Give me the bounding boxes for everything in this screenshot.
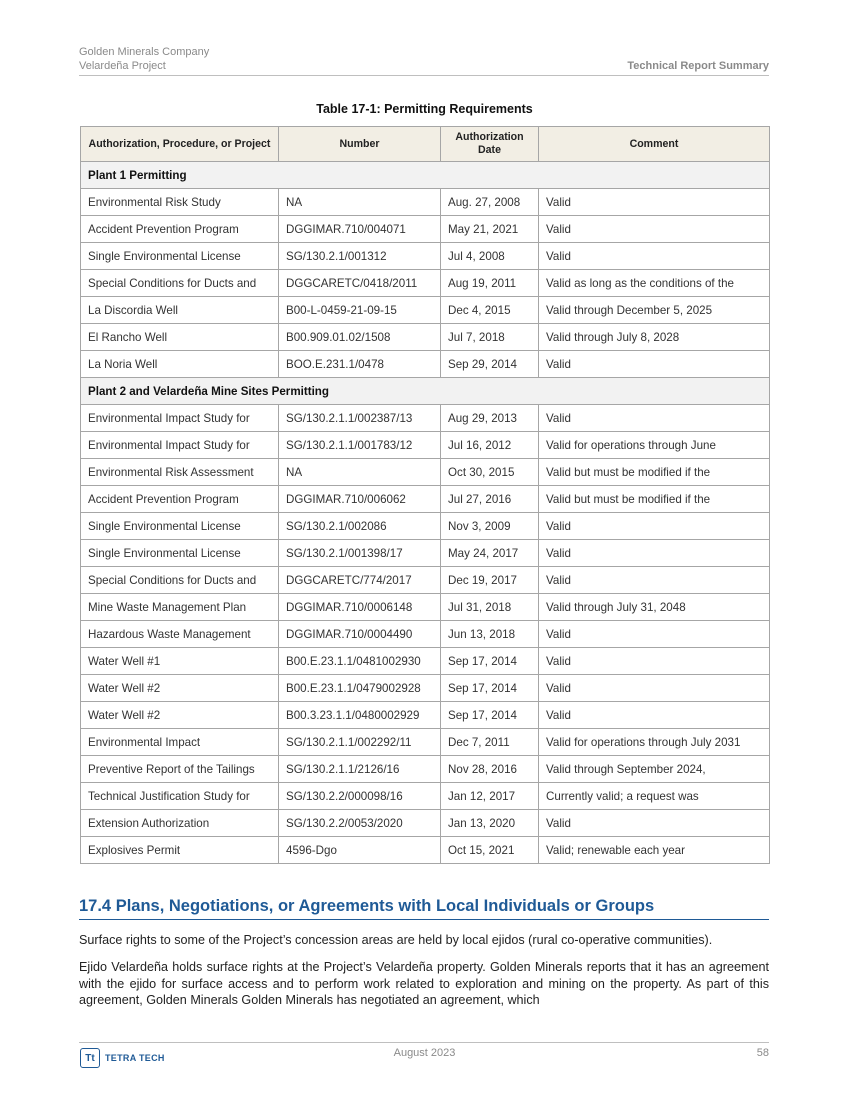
running-header [79,45,209,73]
table-row [81,351,770,378]
column-header-number: Number [279,127,441,162]
table-row [81,675,770,702]
cell-authorization: El Rancho Well [81,324,279,351]
cell-number: SG/130.2.1/001398/17 [279,540,441,567]
cell-date: Jan 13, 2020 [441,810,539,837]
cell-number: DGGIMAR.710/0004490 [279,621,441,648]
cell-comment: Valid [539,621,770,648]
cell-date: Jul 7, 2018 [441,324,539,351]
cell-authorization: Mine Waste Management Plan [81,594,279,621]
cell-comment: Valid [539,567,770,594]
cell-number: B00-L-0459-21-09-15 [279,297,441,324]
section-title: Plant 2 and Velardeña Mine Sites Permitting [81,378,770,405]
cell-comment: Valid [539,243,770,270]
cell-comment: Valid as long as the conditions of the [539,270,770,297]
cell-number: SG/130.2.1.1/001783/12 [279,432,441,459]
cell-authorization: Water Well #2 [81,702,279,729]
cell-authorization: Technical Justification Study for [81,783,279,810]
table-row [81,459,770,486]
cell-comment: Valid [539,702,770,729]
cell-date: Aug 29, 2013 [441,405,539,432]
section-row [81,378,770,405]
cell-comment: Valid through July 8, 2028 [539,324,770,351]
cell-number: NA [279,459,441,486]
table-row [81,540,770,567]
table-row [81,297,770,324]
cell-authorization: Explosives Permit [81,837,279,864]
table-row [81,594,770,621]
cell-comment: Valid [539,189,770,216]
table-row [81,621,770,648]
cell-number: SG/130.2.1/002086 [279,513,441,540]
table-row [81,432,770,459]
cell-comment: Valid but must be modified if the [539,459,770,486]
table-row [81,216,770,243]
cell-comment: Valid through September 2024, [539,756,770,783]
table-row [81,648,770,675]
cell-number: B00.909.01.02/1508 [279,324,441,351]
table-row [81,810,770,837]
section-row [81,162,770,189]
footer-divider [79,1042,769,1043]
cell-date: Jun 13, 2018 [441,621,539,648]
table-row [81,513,770,540]
cell-comment: Valid through July 31, 2048 [539,594,770,621]
cell-date: Jan 12, 2017 [441,783,539,810]
cell-date: Dec 7, 2011 [441,729,539,756]
cell-authorization: Single Environmental License [81,243,279,270]
cell-comment: Valid [539,810,770,837]
cell-comment: Valid [539,513,770,540]
cell-comment: Valid; renewable each year [539,837,770,864]
cell-number: SG/130.2.1.1/2126/16 [279,756,441,783]
cell-number: 4596-Dgo [279,837,441,864]
header-project: Velardeña Project [79,60,166,72]
cell-number: DGGIMAR.710/0006148 [279,594,441,621]
table-row [81,189,770,216]
table-row [81,756,770,783]
cell-authorization: Accident Prevention Program [81,216,279,243]
column-header-date: Authorization Date [441,127,539,162]
cell-authorization: Single Environmental License [81,540,279,567]
cell-number: BOO.E.231.1/0478 [279,351,441,378]
section-heading-rule [79,919,769,920]
header-report-title: Technical Report Summary [627,60,769,72]
cell-authorization: Preventive Report of the Tailings [81,756,279,783]
header-divider [79,75,769,76]
table-row [81,567,770,594]
cell-number: SG/130.2.2/000098/16 [279,783,441,810]
cell-number: DGGCARETC/0418/2011 [279,270,441,297]
cell-date: May 21, 2021 [441,216,539,243]
cell-date: Jul 31, 2018 [441,594,539,621]
page-number: 58 [756,1047,769,1059]
cell-date: Nov 3, 2009 [441,513,539,540]
cell-date: Sep 17, 2014 [441,648,539,675]
tetra-tech-logo-text: TETRA TECH [105,1053,165,1063]
cell-date: Jul 16, 2012 [441,432,539,459]
column-header-authorization: Authorization, Procedure, or Project [81,127,279,162]
cell-date: Oct 15, 2021 [441,837,539,864]
cell-comment: Currently valid; a request was [539,783,770,810]
header-company: Golden Minerals Company [79,46,210,58]
cell-date: May 24, 2017 [441,540,539,567]
column-header-comment: Comment [539,127,770,162]
cell-date: Aug. 27, 2008 [441,189,539,216]
table-row [81,270,770,297]
cell-number: SG/130.2.1.1/002387/13 [279,405,441,432]
cell-date: Nov 28, 2016 [441,756,539,783]
cell-number: DGGCARETC/774/2017 [279,567,441,594]
cell-authorization: Environmental Impact Study for [81,405,279,432]
tetra-tech-logo-icon: Tt [80,1048,100,1068]
cell-authorization: Single Environmental License [81,513,279,540]
cell-date: Sep 17, 2014 [441,675,539,702]
table-caption: Table 17-1: Permitting Requirements [316,102,533,116]
cell-authorization: La Noria Well [81,351,279,378]
permitting-table [80,126,770,864]
cell-comment: Valid [539,648,770,675]
cell-comment: Valid [539,216,770,243]
cell-date: Oct 30, 2015 [441,459,539,486]
cell-authorization: Environmental Risk Assessment [81,459,279,486]
cell-date: Jul 4, 2008 [441,243,539,270]
cell-date: Jul 27, 2016 [441,486,539,513]
table-row [81,243,770,270]
paragraph: Surface rights to some of the Project’s concession areas are held by local ejidos (rural co-operative communities). [79,933,713,947]
cell-number: NA [279,189,441,216]
table-body [81,162,770,864]
cell-authorization: Water Well #2 [81,675,279,702]
cell-date: Dec 4, 2015 [441,297,539,324]
table-row [81,702,770,729]
cell-comment: Valid for operations through June [539,432,770,459]
cell-comment: Valid but must be modified if the [539,486,770,513]
cell-comment: Valid [539,405,770,432]
cell-authorization: Special Conditions for Ducts and [81,270,279,297]
section-heading: 17.4 Plans, Negotiations, or Agreements with Local Individuals or Groups [79,897,655,915]
table-header-row [81,127,770,162]
cell-comment: Valid for operations through July 2031 [539,729,770,756]
cell-date: Dec 19, 2017 [441,567,539,594]
paragraph: Ejido Velardeña holds surface rights at the Project’s Velardeña property. Golden Minerals reports that it has an agreement with the ejido for surface access and to perform work related to exploration and mining on the property. As part of this agreement, Golden Minerals Golden Minerals has negotiated an agreement, which [79,960,769,1007]
section-title: Plant 1 Permitting [81,162,770,189]
cell-number: B00.3.23.1.1/0480002929 [279,702,441,729]
table-row [81,783,770,810]
cell-number: SG/130.2.1/001312 [279,243,441,270]
cell-number: DGGIMAR.710/006062 [279,486,441,513]
cell-date: Sep 29, 2014 [441,351,539,378]
cell-number: SG/130.2.2/0053/2020 [279,810,441,837]
table-row [81,837,770,864]
cell-number: DGGIMAR.710/004071 [279,216,441,243]
cell-authorization: Environmental Risk Study [81,189,279,216]
cell-comment: Valid [539,540,770,567]
cell-comment: Valid [539,351,770,378]
table-row [81,324,770,351]
cell-authorization: Extension Authorization [81,810,279,837]
cell-date: Aug 19, 2011 [441,270,539,297]
cell-number: B00.E.23.1.1/0479002928 [279,675,441,702]
cell-number: B00.E.23.1.1/0481002930 [279,648,441,675]
cell-authorization: Environmental Impact [81,729,279,756]
cell-authorization: Accident Prevention Program [81,486,279,513]
table-row [81,486,770,513]
footer-date: August 2023 [393,1047,456,1059]
cell-number: SG/130.2.1.1/002292/11 [279,729,441,756]
cell-authorization: Special Conditions for Ducts and [81,567,279,594]
table-row [81,405,770,432]
cell-authorization: Hazardous Waste Management [81,621,279,648]
cell-authorization: Water Well #1 [81,648,279,675]
cell-comment: Valid through December 5, 2025 [539,297,770,324]
cell-comment: Valid [539,675,770,702]
table-row [81,729,770,756]
cell-authorization: La Discordia Well [81,297,279,324]
cell-authorization: Environmental Impact Study for [81,432,279,459]
cell-date: Sep 17, 2014 [441,702,539,729]
